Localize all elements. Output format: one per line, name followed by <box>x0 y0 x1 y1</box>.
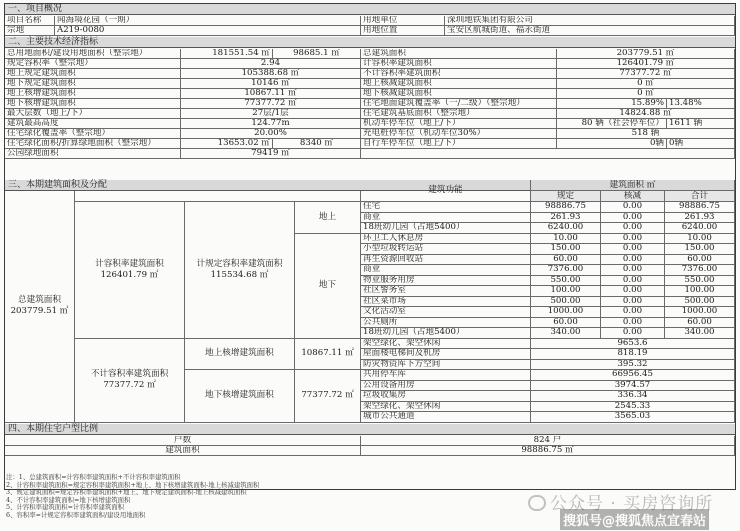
parcel-label: 宗地 <box>5 26 55 36</box>
right-indicator-label: 计容积率建筑面积 <box>361 59 557 69</box>
total-value: 60.00 <box>665 318 735 329</box>
right-indicator-value-2: 13.48% <box>667 99 735 109</box>
function-name: 公共厕所 <box>361 318 531 329</box>
function-name: 物业服务用房 <box>361 276 531 287</box>
left-indicator-label: 地上规定建筑面积 <box>5 69 181 79</box>
function-name: 垃圾收集房 <box>361 391 531 402</box>
above-increase-value: 10867.11 ㎡ <box>295 339 361 371</box>
parcel-value: A219-0080 <box>55 26 361 36</box>
plan-value: 60.00 <box>531 255 601 266</box>
footnote-line: 4、不计容积率建筑面积=地下核增建筑面积 <box>6 495 131 504</box>
total-value: 10.00 <box>665 234 735 245</box>
reduction-value: 0.00 <box>601 276 665 287</box>
left-indicator-value: 13653.02 ㎡ <box>181 139 273 149</box>
plan-value: 550.00 <box>531 276 601 287</box>
reduction-value: 0.00 <box>601 265 665 276</box>
watermark-text: 公众号 · 买房咨询所 <box>550 494 714 514</box>
reduction-value: 0.00 <box>601 234 665 245</box>
plan-value: 98886.75 <box>531 202 601 213</box>
footnote-line: 5、计容积率建筑面积=计容积率建筑面积 <box>6 503 125 512</box>
footnote-line: 6、容积率=计规定容积率建筑面积/建设用地面积 <box>6 510 146 519</box>
section-2-title: 二、主要技术经济指标 <box>5 37 735 48</box>
total-area-value: 203779.51 ㎡ <box>10 306 69 317</box>
non-far-area <box>75 339 185 423</box>
right-indicator-label: 不计容积率建筑面积 <box>361 69 557 79</box>
right-indicator-label: 机动车停车位（地上/下） <box>361 119 557 129</box>
unit-area-label: 建筑面积 <box>5 446 361 456</box>
total-value: 150.00 <box>665 244 735 255</box>
source-banner: 搜狐号@搜狐焦点宜春站 <box>560 509 709 530</box>
plan-value: 150.00 <box>531 244 601 255</box>
reduction-value: 0.00 <box>601 255 665 266</box>
right-indicator-label: 充电桩停车位（机动车位30%） <box>361 129 557 139</box>
function-name: 公用设备用房 <box>361 381 531 392</box>
below-increase-value: 77377.72 ㎡ <box>295 370 361 423</box>
function-name: 防灾物资库下方空间 <box>361 360 531 371</box>
right-indicator-label: 住宅地面建筑覆盖率（一/二级）（整宗地） <box>361 99 557 109</box>
area-header: 建筑面积 ㎡ <box>531 180 735 191</box>
left-indicator-value: 105388.68 ㎡ <box>181 69 361 79</box>
reduction-value: 0.00 <box>601 223 665 234</box>
regulated-far-area-label: 计规定容积率建筑面积 <box>196 258 283 269</box>
function-name: 社区菜市场 <box>361 297 531 308</box>
left-indicator-value-2: 98685.1 ㎡ <box>273 49 361 59</box>
right-indicator-label: 自行车停车位（地上/下） <box>361 139 557 149</box>
footnotes <box>6 474 526 520</box>
function-name: 环卫工人休息房 <box>361 234 531 245</box>
total-value: 60.00 <box>665 255 735 266</box>
left-indicator-label: 地下核增建筑面积 <box>5 99 181 109</box>
plan-value: 100.00 <box>531 286 601 297</box>
far-area <box>75 202 185 339</box>
section-4-title: 四、本期住宅户型比例 <box>5 424 735 435</box>
reduction-value: 0.00 <box>601 202 665 213</box>
right-indicator-value-2: 0辆 <box>667 139 735 149</box>
plan-value: 7376.00 <box>531 265 601 276</box>
right-indicator-value: 77377.72 ㎡ <box>557 69 735 79</box>
left-indicator-value: 10146 ㎡ <box>181 79 361 89</box>
total-value: 550.00 <box>665 276 735 287</box>
right-indicator-value: 15.89% <box>557 99 667 109</box>
left-indicator-value: 2.94 <box>181 59 361 69</box>
function-name: 商业 <box>361 265 531 276</box>
data-sheet <box>4 3 736 490</box>
land-location-value: 宝安区航城街道、福永街道 <box>445 26 735 36</box>
below-ground: 地下 <box>295 234 361 339</box>
left-indicator-label: 地下规定建筑面积 <box>5 79 181 89</box>
right-indicator-value: 0辆 <box>557 139 667 149</box>
households-label: 户数 <box>5 436 361 446</box>
right-indicator-value: 126401.79 ㎡ <box>557 59 735 69</box>
non-far-area-label: 不计容积率建筑面积 <box>90 369 169 379</box>
total-header: 合计 <box>665 191 735 202</box>
total-value: 98886.75 <box>665 202 735 213</box>
right-indicator-label: 住宅建筑基底面积（整宗地） <box>361 109 557 119</box>
left-indicator-value: 124.77m <box>181 119 361 129</box>
reduction-value: 0.00 <box>601 318 665 329</box>
left-indicator-label: 最大层数（地上/下） <box>5 109 181 119</box>
function-name: 商业 <box>361 213 531 224</box>
above-ground: 地上 <box>295 202 361 234</box>
left-indicator-label: 住宅绿化面积/折算绿地面积（整宗地） <box>5 139 181 149</box>
function-name: 城市公共通道 <box>361 412 531 423</box>
left-indicator-label: 总用地面积/建设用地面积（整宗地） <box>5 49 181 59</box>
plan-value: 10.00 <box>531 234 601 245</box>
merged-value: 818.19 <box>531 349 735 360</box>
left-indicator-label: 规定容积率（整宗地） <box>5 59 181 69</box>
land-location-label: 用地位置 <box>361 26 445 36</box>
total-value: 340.00 <box>665 328 735 339</box>
far-area-label: 计容积率建筑面积 <box>95 258 164 269</box>
left-indicator-value: 27层/1层 <box>181 109 361 119</box>
section-1-title: 一、项目概况 <box>5 4 735 15</box>
land-unit-value: 深圳地铁集团有限公司 <box>445 16 735 26</box>
total-value: 1000.00 <box>665 307 735 318</box>
plan-value: 1000.00 <box>531 307 601 318</box>
function-name: 再生资源回收站 <box>361 255 531 266</box>
empty-cell <box>361 149 735 159</box>
function-name: 社区警务室 <box>361 286 531 297</box>
merged-value: 9653.6 <box>531 339 735 350</box>
right-indicator-value: 0 ㎡ <box>557 79 735 89</box>
regulated-far-area <box>185 202 295 339</box>
footnote-line: 注：1、总建筑面积=计容积率建筑面积+不计容积率建筑面积 <box>6 473 181 481</box>
left-indicator-value: 20.00% <box>181 129 361 139</box>
reduction-value: 0.00 <box>601 244 665 255</box>
unit-area-value: 98886.75 ㎡ <box>361 446 735 456</box>
far-area-value: 126401.79 ㎡ <box>100 269 159 280</box>
plan-value: 500.00 <box>531 297 601 308</box>
reduction-value: 0.00 <box>601 213 665 224</box>
right-indicator-label: 地下核减建筑面积 <box>361 89 557 99</box>
right-indicator-value: 518 辆 <box>557 129 735 139</box>
total-area-label: 总建筑面积 <box>18 295 61 306</box>
total-value: 100.00 <box>665 286 735 297</box>
function-name: 住宅 <box>361 202 531 213</box>
left-indicator-value: 181551.54 ㎡ <box>181 49 273 59</box>
plan-value: 60.00 <box>531 318 601 329</box>
left-indicator-label: 住宅绿化覆盖率（整宗地） <box>5 129 181 139</box>
right-indicator-value: 0 ㎡ <box>557 89 735 99</box>
above-increase-label: 地上核增建筑面积 <box>185 339 295 371</box>
merged-value: 3974.57 <box>531 381 735 392</box>
footnote-line: 3、规定建筑面积=规定容积率建筑面积+地上、地下规定建筑面积-地上核减建筑面积 <box>6 488 247 497</box>
total-value: 6240.00 <box>665 223 735 234</box>
reduction-value: 0.00 <box>601 286 665 297</box>
reduction-header: 核减 <box>601 191 665 202</box>
project-name-label: 项目名称 <box>5 16 55 26</box>
reduction-value: 0.00 <box>601 328 665 339</box>
merged-value: 3565.03 <box>531 412 735 423</box>
right-indicator-value: 14824.88 ㎡ <box>557 109 735 119</box>
function-name: 小型垃圾转运站 <box>361 244 531 255</box>
right-indicator-value-2: 1611 辆 <box>667 119 735 129</box>
plan-header: 规定 <box>531 191 601 202</box>
left-indicator-label: 地上核增建筑面积 <box>5 89 181 99</box>
left-indicator-value: 10867.11 ㎡ <box>181 89 361 99</box>
merged-value: 336.34 <box>531 391 735 402</box>
plan-value: 261.93 <box>531 213 601 224</box>
empty-cell <box>75 191 361 202</box>
merged-value: 66956.45 <box>531 370 735 381</box>
total-value: 7376.00 <box>665 265 735 276</box>
function-name: 文化活动室 <box>361 307 531 318</box>
section-3-title: 三、本期建筑面积及分配 <box>5 180 735 191</box>
below-increase-label: 地下核增建筑面积 <box>185 370 295 423</box>
footnote-line: 2、计容积率建筑面积=规定容积率建筑面积+地上、地下核增建筑面积-地上核减建筑面积 <box>6 480 260 489</box>
function-name: 18班幼儿园（占地5400） <box>361 328 531 339</box>
regulated-far-area-value: 115534.68 ㎡ <box>210 269 269 280</box>
function-name: 架空绿化、架空休闲 <box>361 402 531 413</box>
wechat-icon <box>528 495 546 511</box>
function-name: 共用停车库 <box>361 370 531 381</box>
right-indicator-value: 203779.51 ㎡ <box>557 49 735 59</box>
households-value: 824 户 <box>361 436 735 446</box>
total-value: 500.00 <box>665 297 735 308</box>
function-name: 18班幼儿园（占地5400） <box>361 223 531 234</box>
left-indicator-value: 77377.72 ㎡ <box>181 99 361 109</box>
right-indicator-value: 80 辆（社会停车位） <box>557 119 667 129</box>
function-name: 架空绿化、架空休闲 <box>361 339 531 350</box>
right-indicator-label: 地上核减建筑面积 <box>361 79 557 89</box>
function-header: 建筑功能 <box>361 180 531 202</box>
total-value: 261.93 <box>665 213 735 224</box>
left-indicator-label: 建筑最高高度 <box>5 119 181 129</box>
non-far-area-value: 77377.72 ㎡ <box>103 380 156 390</box>
reduction-value: 0.00 <box>601 297 665 308</box>
left-indicator-value: 79419 ㎡ <box>181 149 361 159</box>
left-indicator-value-2: 8340 ㎡ <box>273 139 361 149</box>
right-indicator-label: 总建筑面积 <box>361 49 557 59</box>
merged-value: 395.32 <box>531 360 735 371</box>
plan-value: 6240.00 <box>531 223 601 234</box>
function-name: 屋面楼电梯间及机房 <box>361 349 531 360</box>
left-indicator-label: 公园绿地面积 <box>5 149 181 159</box>
total-area <box>5 191 75 423</box>
land-unit-label: 用地单位 <box>361 16 445 26</box>
plan-value: 340.00 <box>531 328 601 339</box>
project-name-value: 闻海境花园（一期） <box>55 16 361 26</box>
merged-value: 2545.33 <box>531 402 735 413</box>
reduction-value: 0.00 <box>601 307 665 318</box>
